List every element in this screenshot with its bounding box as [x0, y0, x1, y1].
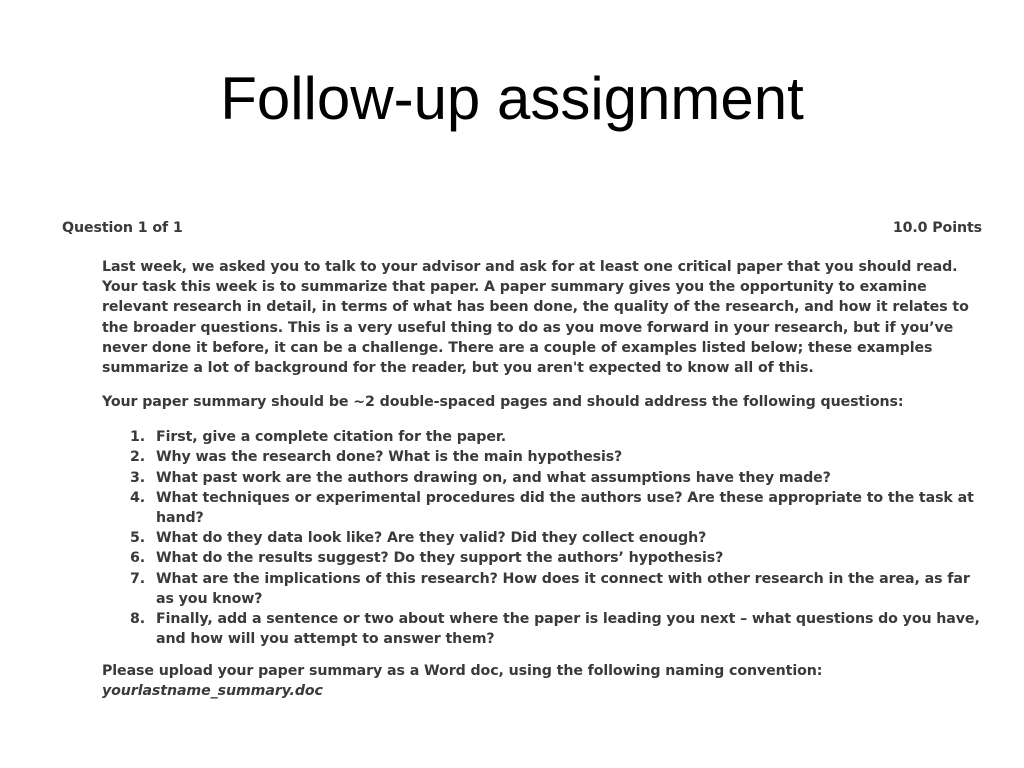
filename-convention: yourlastname_summary.doc [102, 683, 323, 700]
list-item-text: What are the implications of this research? How does it connect with other research in the area, as far as you know? [156, 570, 970, 607]
list-item-number: 6. [130, 550, 146, 567]
list-item-text: Why was the research done? What is the main hypothesis? [156, 449, 623, 466]
question-header [62, 219, 982, 237]
upload-instruction-text: Please upload your paper summary as a Word doc, using the following naming convention: [102, 663, 823, 680]
list-item-text: What techniques or experimental procedures did the authors use? Are these appropriate to the task at hand? [156, 489, 974, 527]
list-item [102, 488, 982, 528]
intro-paragraph: Last week, we asked you to talk to your advisor and ask for at least one critical paper that you should read. Your task this week is to summarize that paper. A paper summary gives you the opportunity to examine relevant research in detail, in terms of what has been done, the quality of the research, and how it relates to the broader questions. This is a very useful thing to do as you move forward in your research, but if you’ve never done it before, it can be a challenge. There are a couple of examples listed below; these examples summarize a lot of background for the reader, but you aren't expected to know all of this. [102, 259, 969, 377]
list-item-number: 2. [130, 449, 146, 466]
list-item-number: 5. [130, 530, 146, 547]
list-item [102, 528, 982, 548]
list-item [102, 468, 982, 488]
list-item [102, 427, 982, 447]
list-item-number: 3. [130, 469, 146, 486]
list-item-number: 4. [130, 489, 146, 506]
list-item-text: What do they data look like? Are they valid? Did they collect enough? [156, 530, 707, 547]
question-counter: Question 1 of 1 [62, 220, 183, 236]
list-item-number: 8. [130, 611, 146, 628]
slide-title: Follow-up assignment [220, 65, 804, 132]
list-item-text: First, give a complete citation for the paper. [156, 429, 507, 446]
list-item-text: What past work are the authors drawing on, and what assumptions have they made? [156, 469, 831, 486]
question-points: 10.0 Points [892, 220, 982, 236]
list-item-number: 7. [130, 570, 146, 587]
assignment-question [62, 219, 982, 701]
questions-list [102, 427, 982, 649]
list-item [102, 569, 982, 609]
list-item [102, 548, 982, 568]
upload-instruction [102, 661, 982, 701]
list-item-text: What do the results suggest? Do they support the authors’ hypothesis? [156, 550, 724, 567]
list-item-number: 1. [130, 429, 146, 446]
list-item-text: Finally, add a sentence or two about where the paper is leading you next – what questions do you have, and how will you attempt to answer them? [156, 611, 980, 648]
list-item [102, 609, 982, 649]
requirements-paragraph: Your paper summary should be ~2 double-spaced pages and should address the following questions: [102, 394, 904, 411]
list-item [102, 447, 982, 467]
question-body [102, 257, 982, 701]
